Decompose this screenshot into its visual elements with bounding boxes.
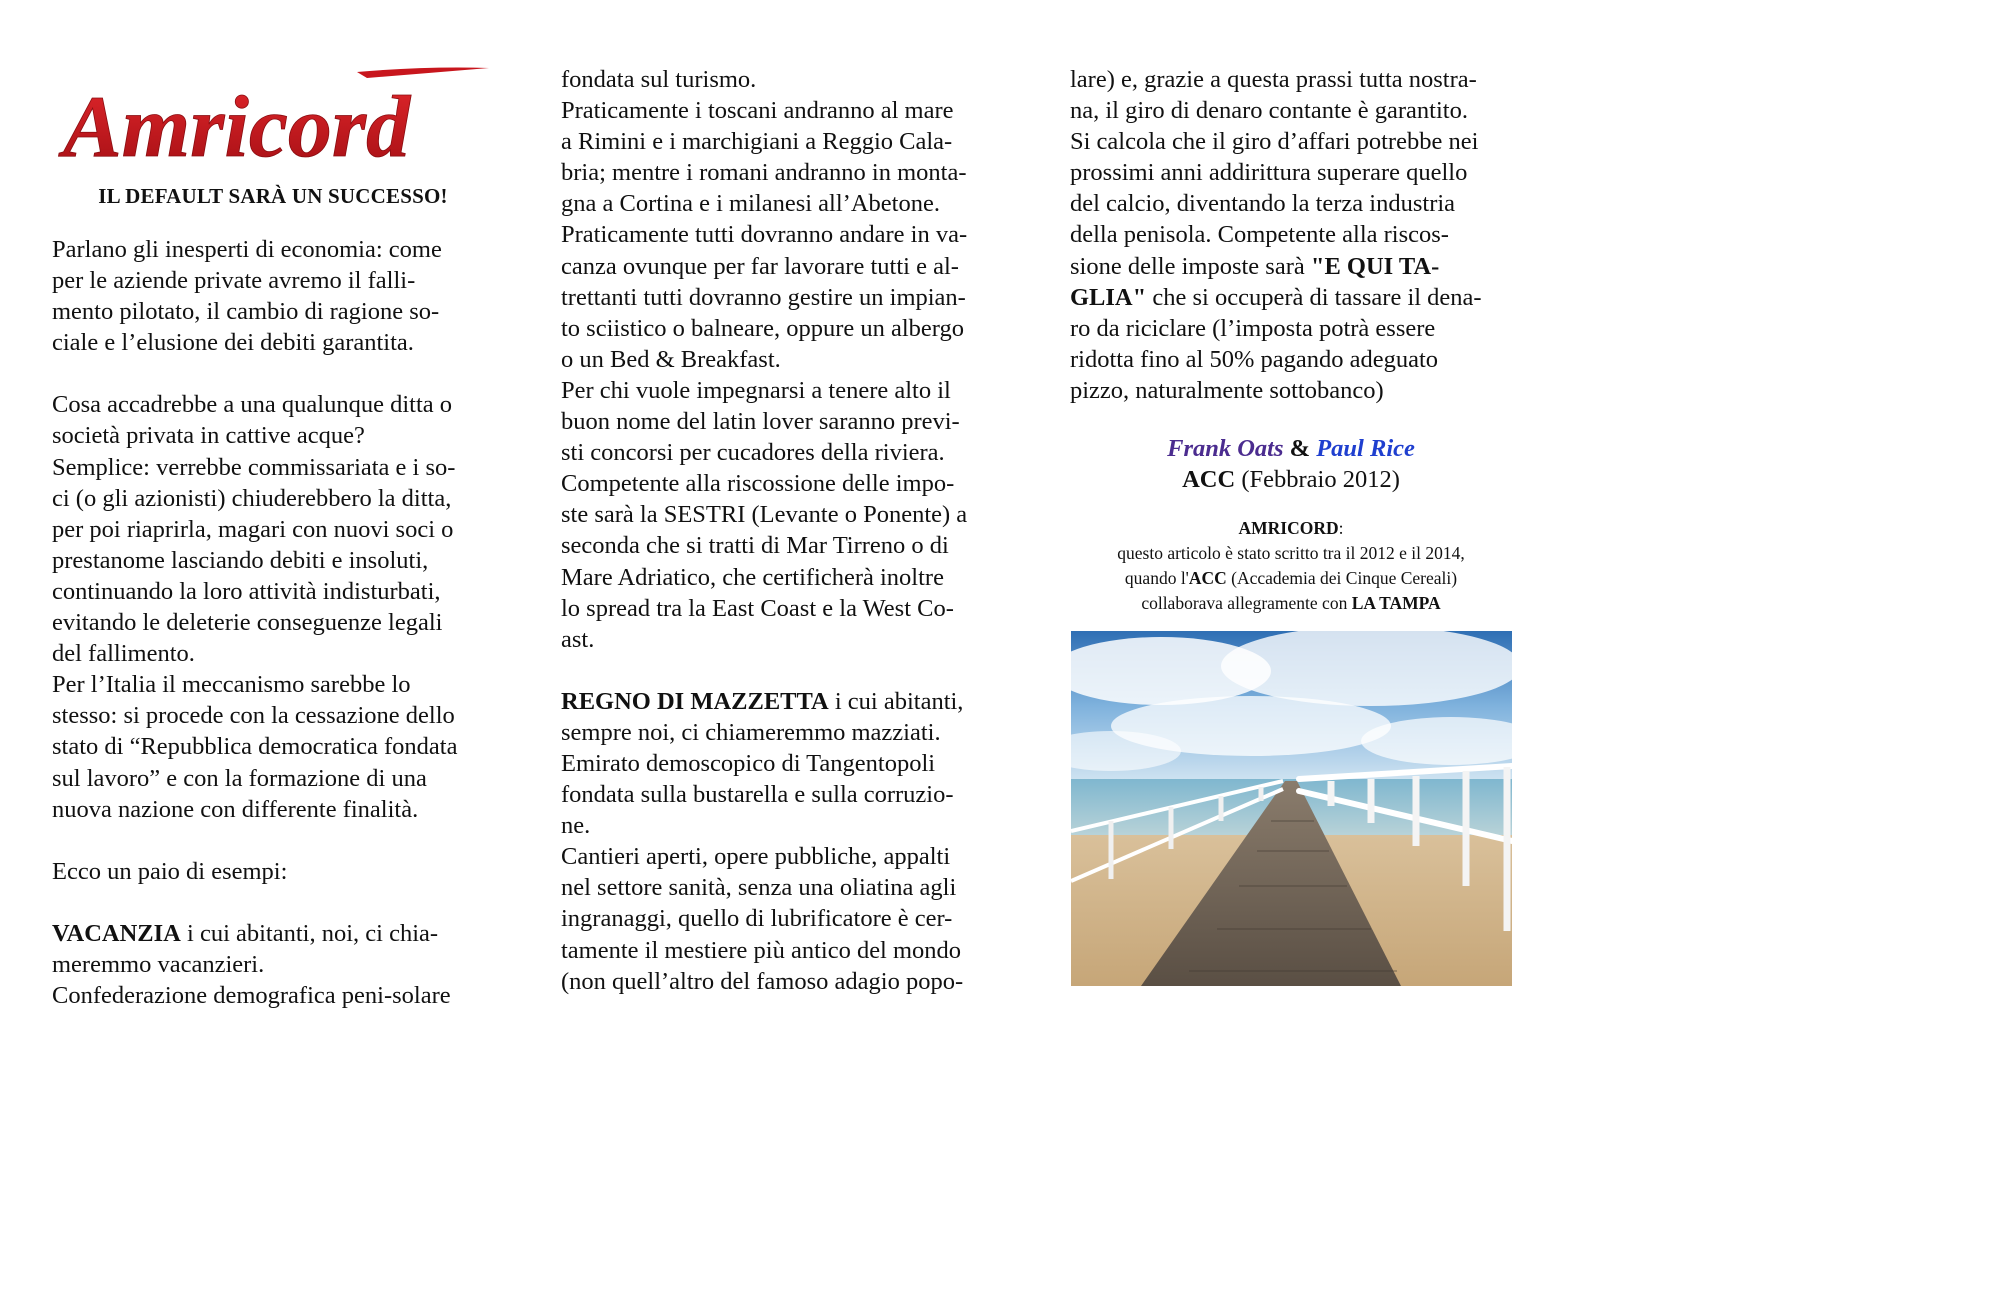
paragraph-riciclo: lare) e, grazie a questa prassi tutta nostra- na, il giro di denaro contante è garantito. Si calcola che il giro d’affari potrebbe nei prossimi anni addirittura superare quello del calcio, diventando la terza industria della penisola. Competente alla riscos- sione delle imposte sarà "E QUI TA- GLIA" che si occuperà di tassare il dena- ro da riciclare (l’imposta potrà essere ridotta fino al 50% pagando adeguato pizzo, naturalmente sottobanco) — [1070, 66, 1482, 404]
headline: IL DEFAULT SARÀ UN SUCCESSO! — [98, 184, 448, 208]
author-frank-oats: Frank Oats — [1167, 435, 1284, 462]
paragraph-vacanzia: VACANZIA i cui abitanti, noi, ci chia- meremmo vacanzieri. Confederazione demografica peni-solare — [52, 919, 451, 1009]
vacanzia-term: VACANZIA — [52, 919, 181, 947]
author-paul-rice: Paul Rice — [1316, 435, 1415, 462]
note-title: AMRICORD — [1238, 518, 1339, 538]
signature: Frank Oats & Paul Rice ACC (Febbraio 2012) — [1167, 435, 1415, 493]
amricord-logo — [57, 64, 497, 174]
column-2 — [561, 64, 1002, 997]
editorial-note: AMRICORD: questo articolo è stato scritto tra il 2012 e il 2014, quando l'ACC (Accademia dei Cinque Cereali) collaborava allegramente con LA TAMPA — [1117, 518, 1465, 613]
paragraph-regno: REGNO DI MAZZETTA i cui abitanti, sempre noi, ci chiameremmo mazziati. Emirato demoscopico di Tangentopoli fondata sulla bustarella e sulla corruzio- ne. Cantieri aperti, opere pubbliche, appalti nel settore sanità, senza una oliatina agli ingranaggi, quello di lubrificatore è cer- tamente il mestiere più antico del mondo (non quell’altro del famoso adagio popo- — [561, 687, 964, 995]
paragraph-intro: Parlano gli inesperti di economia: come per le aziende private avremo il falli- mento pilotato, il cambio di ragione so- ciale e l’elusione dei debiti garantita. — [52, 236, 442, 357]
logo-text: Amricord — [63, 79, 411, 174]
column-3 — [1070, 64, 1512, 406]
paragraph-ditta: Cosa accadrebbe a una qualunque ditta o società privata in cattive acque? Semplice: verrebbe commissariata e i so- ci (o gli azionisti) chiuderebbero la ditta, per poi riaprirla, magari con nuovi soci o prestanome lasciando debiti e insoluti, continuando la loro attività indisturbati, evitando le deleterie conseguenze legali del fallimento. Per l’Italia il meccanismo sarebbe lo stesso: si procede con la cessazione dello stato di “Repubblica democratica fondata sul lavoro” e con la formazione di una nuova nazione con differente finalità. — [52, 391, 458, 823]
pier-photo — [1071, 631, 1512, 986]
column-1 — [52, 234, 494, 1011]
org-acc: ACC — [1182, 466, 1236, 493]
regno-term: REGNO DI MAZZETTA — [561, 687, 829, 715]
paragraph-esempi: Ecco un paio di esempi: — [52, 857, 288, 885]
paragraph-turismo: fondata sul turismo. Praticamente i toscani andranno al mare a Rimini e i marchigiani a Reggio Cala- bria; mentre i romani andranno in monta- gna a Cortina e i milanesi all’Abetone. Praticamente tutti dovranno andare in va- canza ovunque per far lavorare tutti e al- trettanti tutti dovranno gestire un impian- to sciistico o balneare, oppure un albergo o un Bed & Breakfast. Per chi vuole impegnarsi a tenere alto il buon nome del latin lover saranno previ- sti concorsi per cucadores della riviera. Competente alla riscossione delle impo- ste sarà la SESTRI (Levante o Ponente) a seconda che si tratti di Mar Tirreno o di Mare Adriatico, che certificherà inoltre lo spread tra la East Coast e la West Co- ast. — [561, 66, 968, 653]
